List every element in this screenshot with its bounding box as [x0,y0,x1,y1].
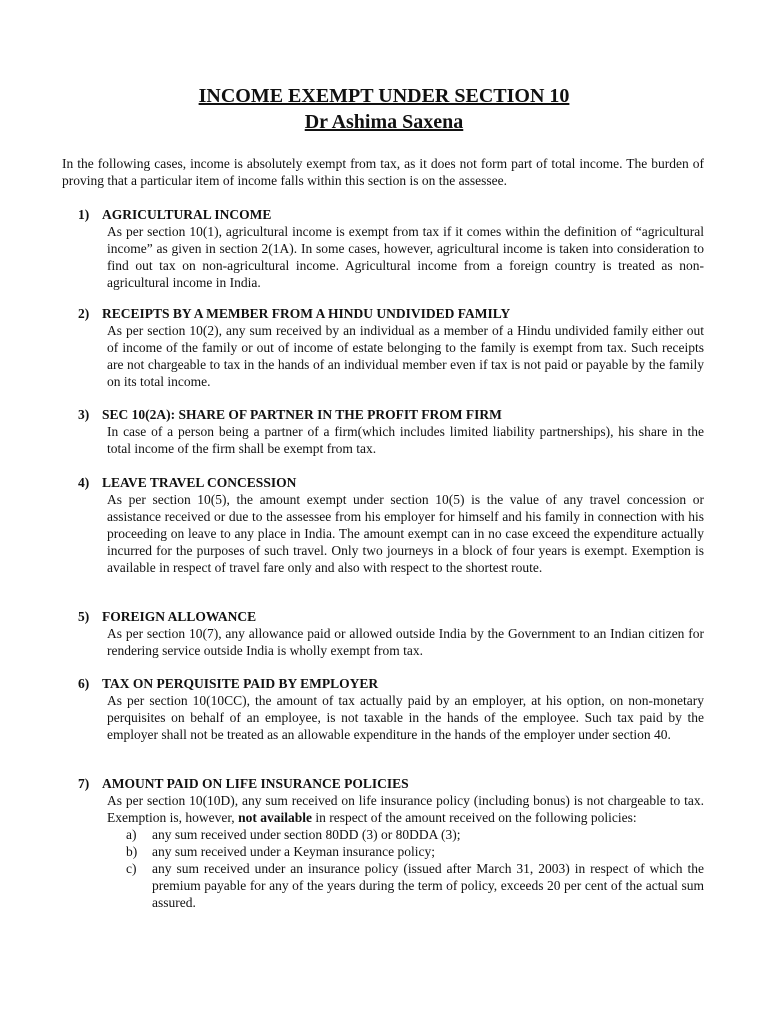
section-number: 2) [78,306,90,321]
section-body-text: in respect of the amount received on the following policies: [311,810,637,825]
section-body: As per section 10(2), any sum received by an individual as a member of a Hindu undivided family either out of income of the family or out of income of estate belonging to the family is exempt from tax. Such receipts are not chargeable to tax in the hands of an individual member even if tax is not paid or payable by the family on its total income. [107,323,704,389]
section-number: 3) [78,407,90,422]
section-body-text: As per section 10(10D), any sum received on life insurance policy (including bonus) is not chargeable to tax. Exemption is, however, [107,793,704,825]
document-author: Dr Ashima Saxena [304,111,464,133]
section-number: 6) [78,676,90,691]
section-heading: RECEIPTS BY A MEMBER FROM A HINDU UNDIVIDED FAMILY [102,306,511,321]
list-item-letter: a) [126,827,137,842]
section-life-insurance [78,775,704,911]
section-foreign-allowance [78,608,704,659]
section-leave-travel-concession [78,474,704,576]
list-item [126,860,704,911]
section-heading: AGRICULTURAL INCOME [102,207,272,222]
list-item-text: any sum received under section 80DD (3) or 80DDA (3); [152,827,461,842]
section-hindu-undivided-family [78,305,704,390]
section-heading: TAX ON PERQUISITE PAID BY EMPLOYER [102,676,379,691]
section-heading: LEAVE TRAVEL CONCESSION [102,475,297,490]
section-number: 5) [78,609,90,624]
intro-paragraph: In the following cases, income is absolutely exempt from tax, as it does not form part of total income. The burden of proving that a particular item of income falls within this section is on the assessee. [62,156,704,188]
list-item-text: any sum received under a Keyman insurance policy; [152,844,436,859]
section-body [107,792,704,826]
section-heading: AMOUNT PAID ON LIFE INSURANCE POLICIES [102,776,409,791]
section-partner-share [78,406,704,457]
emphasis-text: not available [238,810,312,825]
section-tax-on-perquisite [78,675,704,743]
section-number: 4) [78,475,90,490]
section-number: 7) [78,776,90,791]
exclusion-list [126,826,704,911]
section-body: As per section 10(10CC), the amount of tax actually paid by an employer, at his option, on non-monetary perquisites on behalf of an employee, is not taxable in the hands of the employee. Such tax paid by the employer shall not be treated as an allowable expenditure in the hands of the employer under section 40. [107,693,704,742]
list-item-text: any sum received under an insurance policy (issued after March 31, 2003) in respect of which the premium payable for any of the years during the term of policy, exceeds 20 per cent of the actual sum assured. [152,861,704,910]
list-item [126,843,704,860]
list-item-letter: b) [126,844,138,859]
section-heading: FOREIGN ALLOWANCE [102,609,257,624]
section-body: In case of a person being a partner of a firm(which includes limited liability partnerships), his share in the total income of the firm shall be exempt from tax. [107,424,704,456]
section-body: As per section 10(1), agricultural income is exempt from tax if it comes within the definition of “agricultural income” as given in section 2(1A). In some cases, however, agricultural income is taken into consideration to find out tax on non-agricultural income. Agricultural income from a foreign country is treated as non-agricultural income in India. [107,224,704,290]
section-body: As per section 10(5), the amount exempt under section 10(5) is the value of any travel concession or assistance received or due to the assessee from his employer for himself and his family in connection with his proceeding on leave to any place in India. The amount exempt can in no case exceed the expenditure actually incurred for the purposes of such travel. Only two journeys in a block of four years is exempt. Exemption is available in respect of travel fare only and also with respect to the shortest route. [107,492,704,575]
section-heading: SEC 10(2A): SHARE OF PARTNER IN THE PROFIT FROM FIRM [102,407,502,422]
document-title: INCOME EXEMPT UNDER SECTION 10 [198,85,570,107]
list-item [126,826,704,843]
section-body: As per section 10(7), any allowance paid or allowed outside India by the Government to an Indian citizen for rendering service outside India is wholly exempt from tax. [107,626,704,658]
section-number: 1) [78,207,90,222]
list-item-letter: c) [126,861,137,876]
section-agricultural-income [78,206,704,291]
